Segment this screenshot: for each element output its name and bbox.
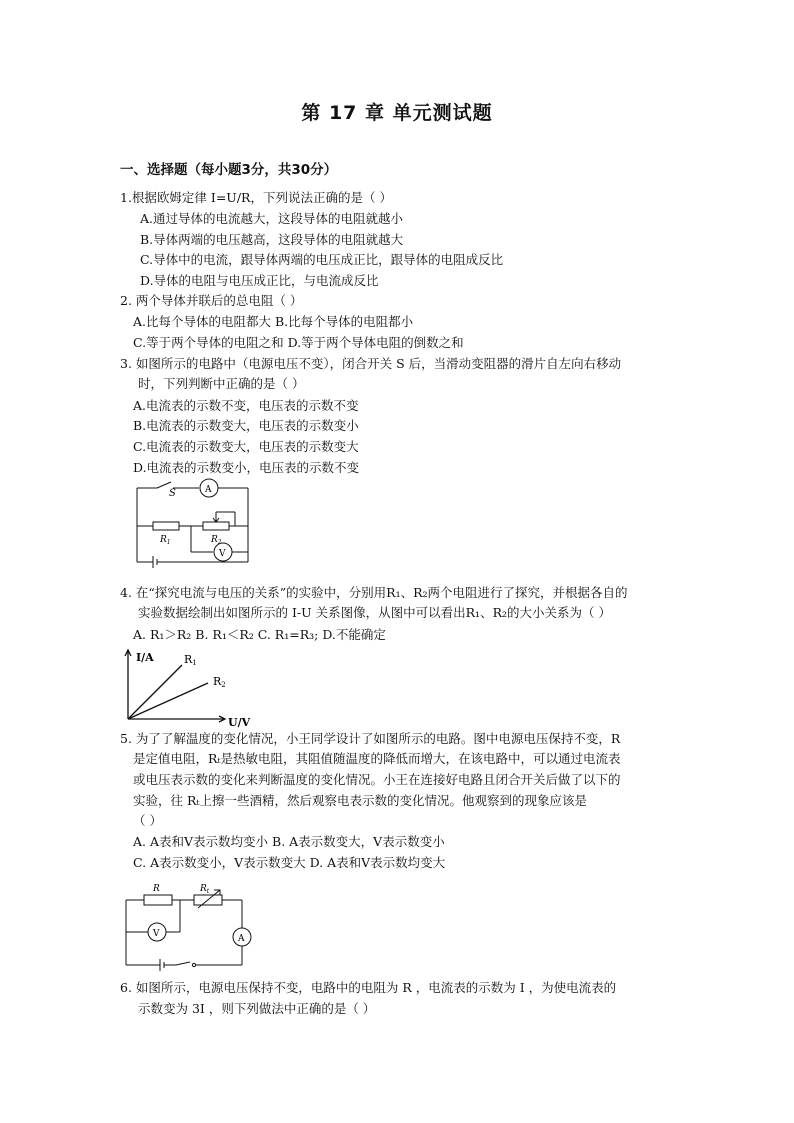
q4-y-axis-label: I/A [136, 651, 154, 664]
q2-options-ab: A.比每个导体的电阻都大 B.比每个导体的电阻都小 [133, 314, 414, 329]
q3-option-c: C.电流表的示数变大，电压表的示数变大 [133, 439, 359, 454]
q5-stem-line4: 实验，往 Rₜ上擦一些酒精，然后观察电表示数的变化情况。他观察到的现象应该是 [133, 793, 587, 808]
svg-text:R1 [184, 653, 197, 667]
q3-option-b: B.电流表的示数变大，电压表的示数变小 [133, 418, 359, 433]
q5-options-cd: C. A表示数变小，V表示数变大 D. A表和V表示数均变大 [133, 855, 446, 870]
q1-option-b: B.导体两端的电压越高，这段导体的电阻就越大 [140, 232, 404, 247]
section-heading: 一、选择题（每小题3分，共30分） [120, 162, 338, 178]
q5-ammeter-label: A [238, 934, 245, 944]
q5-rt-label: R [200, 884, 207, 894]
q3-stem-line2: 时，下列判断中正确的是（ ） [138, 376, 305, 391]
q2-stem: 2. 两个导体并联后的总电阻（ ） [120, 293, 303, 308]
q3-voltmeter-label: V [219, 549, 226, 559]
q5-r-label: R [153, 884, 160, 894]
q5-stem-line1: 5. 为了了解温度的变化情况，小王同学设计了如图所示的电路。图中电源电压保持不变，R [120, 731, 621, 746]
q3-switch-label: S [169, 488, 176, 499]
q4-line-r1-subscript: 1 [192, 659, 197, 667]
q5-stem-line3: 或电压表示数的变化来判断温度的变化情况。小王在连接好电路且闭合开关后做了以下的 [133, 772, 621, 787]
q5-stem-line5: （ ） [133, 813, 162, 828]
q4-stem-line2: 实验数据绘制出如图所示的 I-U 关系图像，从图中可以看出R₁、R₂的大小关系为（ ） [138, 605, 611, 620]
q4-stem-line1: 4. 在“探究电流与电压的关系”的实验中，分别用R₁、R₂两个电阻进行了探究，并根据各自的 [120, 585, 628, 600]
q3-circuit-diagram [125, 478, 260, 568]
q3-ammeter-label: A [205, 485, 212, 495]
q3-r2-label: R [211, 535, 218, 545]
svg-text:Rt [199, 884, 210, 895]
svg-text:R2 [213, 675, 226, 689]
q2-options-cd: C.等于两个导体的电阻之和 D.等于两个导体电阻的倒数之和 [133, 335, 464, 350]
q3-option-a: A.电流表的示数不变，电压表的示数不变 [133, 398, 359, 413]
q4-line-r1-label: R [184, 653, 193, 666]
q4-iu-graph [118, 645, 258, 730]
q1-option-d: D.导体的电阻与电压成正比，与电流成反比 [140, 273, 379, 288]
q5-voltmeter-label: V [153, 929, 160, 939]
q4-line-r2-subscript: 2 [221, 681, 226, 689]
q6-stem-line1: 6. 如图所示，电源电压保持不变，电路中的电阻为 R ，电流表的示数为 I ，为使电流表的 [120, 980, 617, 995]
q3-r1-label: R [160, 535, 167, 545]
q5-circuit-diagram [118, 880, 258, 975]
q3-option-d: D.电流表的示数变小，电压表的示数不变 [133, 460, 360, 475]
q3-r2-subscript: 2 [217, 539, 222, 546]
q1-option-c: C.导体中的电流，跟导体两端的电压成正比，跟导体的电阻成反比 [140, 252, 504, 267]
q4-options: A. R₁＞R₂ B. R₁＜R₂ C. R₁=R₃; D.不能确定 [133, 627, 386, 642]
q6-stem-line2: 示数变为 3I ，则下列做法中正确的是（ ） [138, 1001, 376, 1016]
q4-line-r2-label: R [213, 675, 222, 688]
q3-r1-subscript: 1 [166, 539, 171, 546]
svg-text:R2 [210, 535, 222, 546]
q3-stem-line1: 3. 如图所示的电路中（电源电压不变），闭合开关 S 后，当滑动变阻器的滑片自左向右移动 [120, 356, 622, 371]
q5-stem-line2: 是定值电阻，Rₜ是热敏电阻，其阻值随温度的降低而增大，在该电路中，可以通过电流表 [133, 751, 621, 766]
q5-rt-subscript: t [206, 888, 210, 895]
q5-options-ab: A. A表和V表示数均变小 B. A表示数变大，V表示数变小 [133, 834, 445, 849]
q1-option-a: A.通过导体的电流越大，这段导体的电阻就越小 [140, 211, 404, 226]
q1-stem: 1.根据欧姆定律 I=U/R，下列说法正确的是（ ） [120, 190, 392, 205]
q4-x-axis-label: U/V [228, 716, 251, 729]
page-title: 第 17 章 单元测试题 [301, 102, 493, 124]
svg-text:R1 [159, 535, 171, 546]
